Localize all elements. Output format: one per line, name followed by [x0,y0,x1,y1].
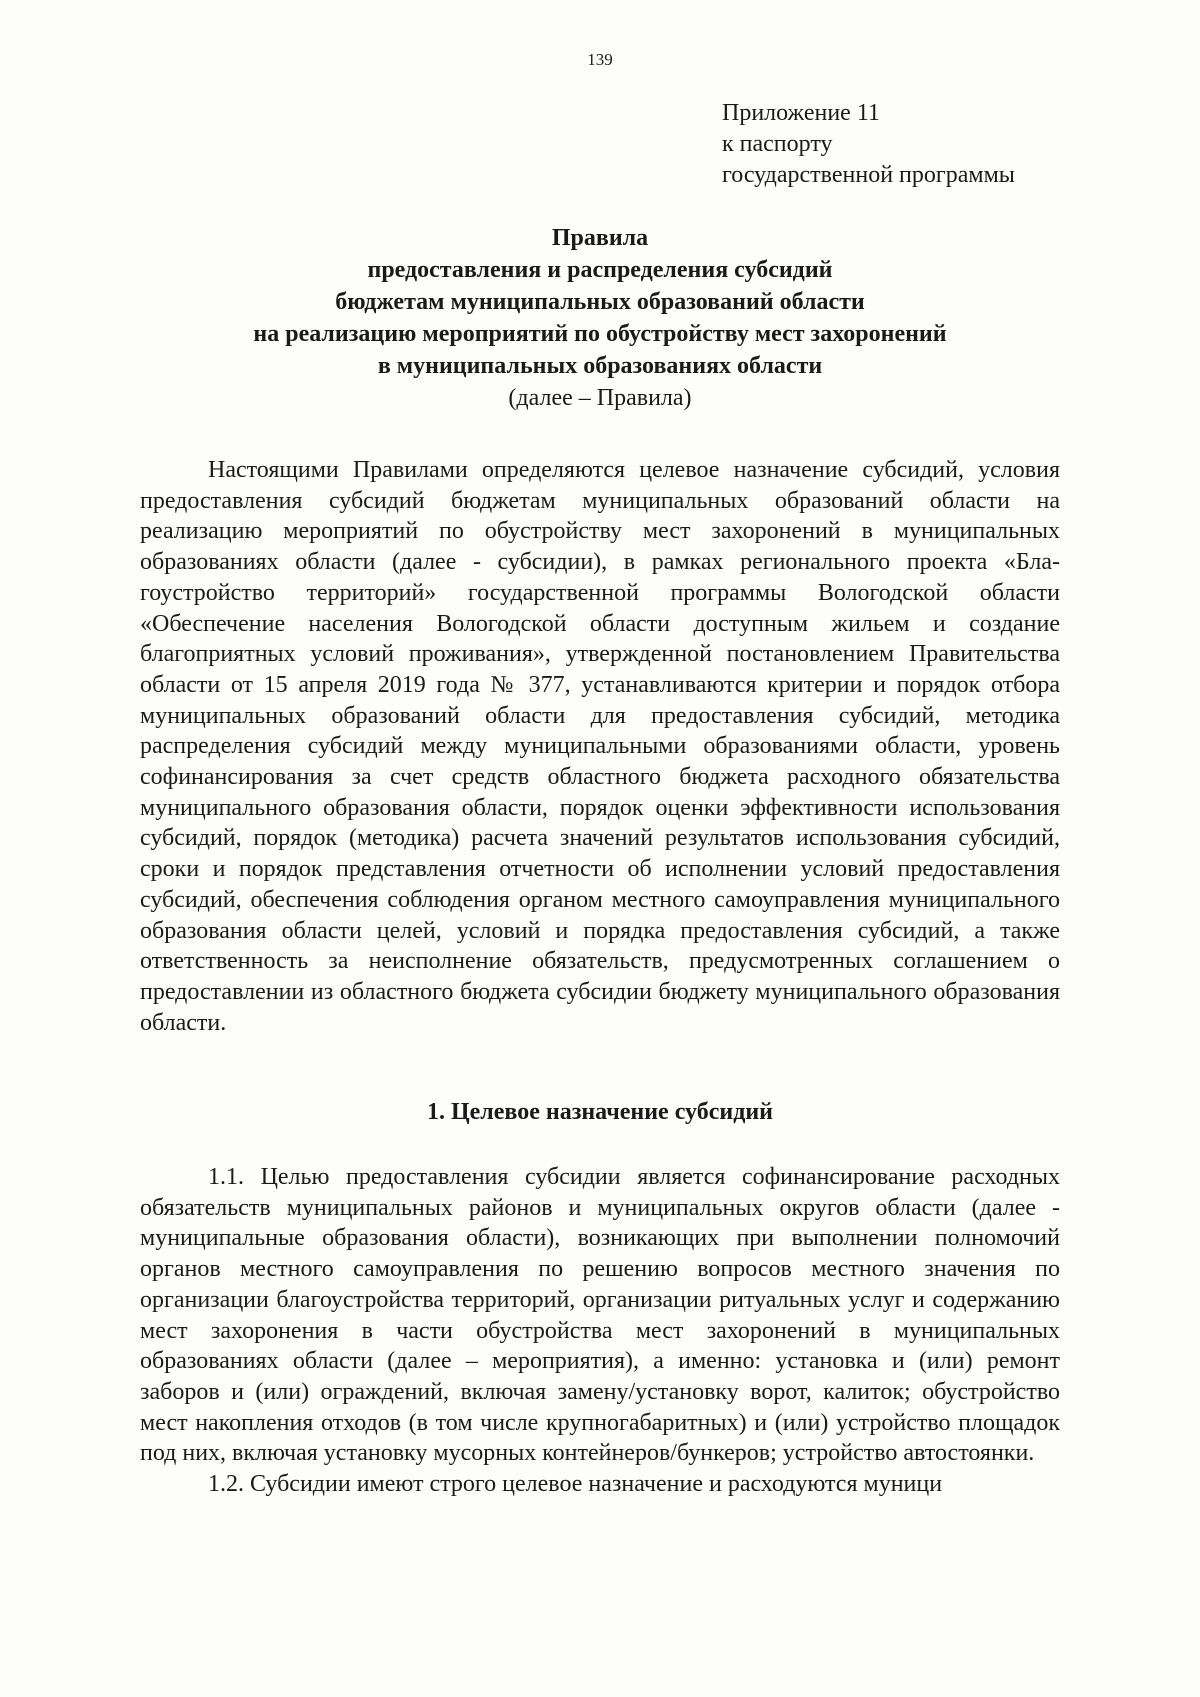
appendix-line: государственной программы [722,162,1015,188]
title-line: предоставления и распределения субсидий [367,257,833,283]
section-body [140,1162,1060,1500]
title-subtitle: (далее – Правила) [508,385,692,411]
appendix-line: к паспорту [722,131,833,157]
document-title [140,222,1060,414]
title-line: в муниципальных образованиях области [377,353,823,379]
appendix-reference [722,98,1122,191]
appendix-line: Приложение 11 [722,100,880,126]
paragraph-1-1: 1.1. Целью предоставления субсидии является софинансирование расходных обязательств муниципальных районов и муниципальных округов области (далее - муниципальные образования области), возникающих при выполнении полномочий органов местного самоуправления по решению вопросов местного значения по организации благоустройства территорий, организации ритуальных услуг и содержанию мест захоронения в части обустройства мест захоронений в муниципальных образованиях области (далее – мероприятия), а именно: установка и (или) ремонт заборов и (или) ограждений, включая замену/установку ворот, калиток; обустройство мест накопления отходов (в том числе крупногабаритных) и (или) устройство площадок под них, включая установку мусорных контейнеров/бункеров; устройство автостоянки. [140,1164,1060,1467]
title-line: на реализацию мероприятий по обустройству мест захоронений [253,321,947,347]
title-line: бюджетам муниципальных образований области [335,289,865,315]
intro-paragraph: Настоящими Правилами определяются целевое назначение субсидий, условия предоставления субсидий бюджетам муниципальных образований области на реализацию мероприятий по обустройству мест захоронений в муниципальных образованиях области (далее - субсидии), в рамках регионального проекта «Благоустройство территорий» государственной программы Вологодской области «Обеспечение населения Вологодской области доступным жильем и создание благоприятных условий проживания», утвержденной постановлением Правительства области от 15 апреля 2019 года № 377, устанавливаются критерии и порядок отбора муниципальных образований области для предоставления субсидий, методика распределения субсидий между муниципальными образованиями области, уровень софинансирования за счет средств областного бюджета расходного обязательства муниципального образования области, порядок оценки эффективности использования субсидий, порядок (методика) расчета значений результатов использования субсидий, сроки и порядок представления отчетности об исполнении условий предоставления субсидий, обеспечения соблюдения органом местного самоуправления муниципального образования области целей, условий и порядка предоставления субсидий, а также ответственность за неисполнение обязательств, предусмотренных соглашением о предоставлении из областного бюджета субсидии бюджету муниципального образования области. [140,457,1060,1036]
page-number: 139 [587,50,613,69]
paragraph-1-2: 1.2. Субсидии имеют строго целевое назначение и расходуются муници [208,1471,943,1498]
intro-section [140,455,1060,1038]
section-heading: 1. Целевое назначение субсидий [426,1099,774,1125]
title-line: Правила [551,225,649,251]
